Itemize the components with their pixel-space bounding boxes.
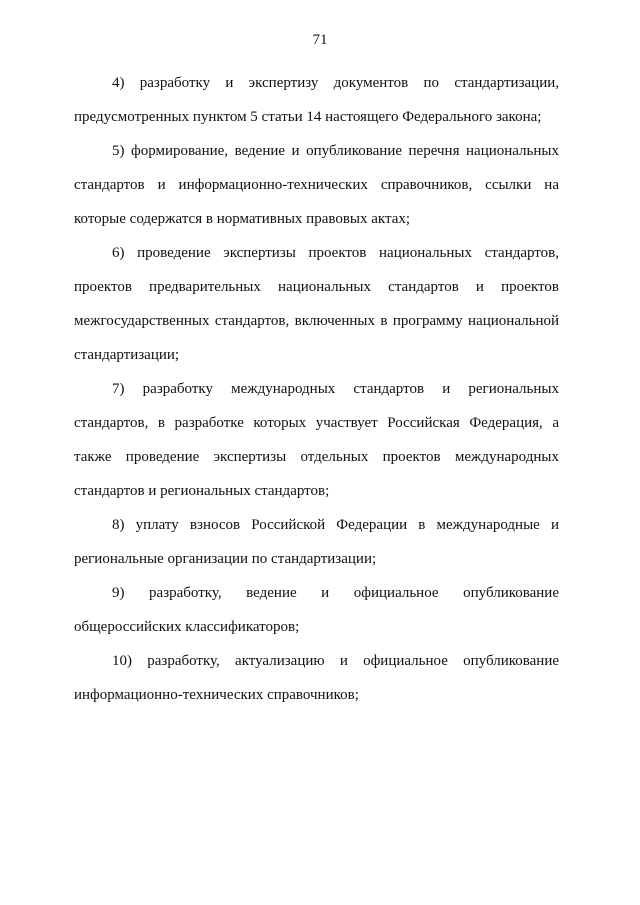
paragraph-item-4: 4) разработку и экспертизу документов по стандартизации, предусмотренных пунктом 5 статьи 14 настоящего Федерального закона; [74,75,559,125]
document-body [74,66,559,712]
page-number: 71 [312,32,328,48]
paragraph-item-9: 9) разработку, ведение и официальное опубликование общероссийских классификаторов; [74,585,559,635]
paragraph-item-8: 8) уплату взносов Российской Федерации в международные и региональные организации по стандартизации; [74,517,559,567]
paragraph-item-10: 10) разработку, актуализацию и официальное опубликование информационно-технических справочников; [74,653,559,703]
paragraph-item-5: 5) формирование, ведение и опубликование перечня национальных стандартов и информационно-технических справочников, ссылки на которые содержатся в нормативных правовых актах; [74,143,559,227]
paragraph-item-7: 7) разработку международных стандартов и региональных стандартов, в разработке которых участвует Российская Федерация, а также проведение экспертизы отдельных проектов международных стандартов и региональных стандартов; [74,381,559,499]
paragraph-item-6: 6) проведение экспертизы проектов национальных стандартов, проектов предварительных национальных стандартов и проектов межгосударственных стандартов, включенных в программу национальной стандартизации; [74,245,559,363]
